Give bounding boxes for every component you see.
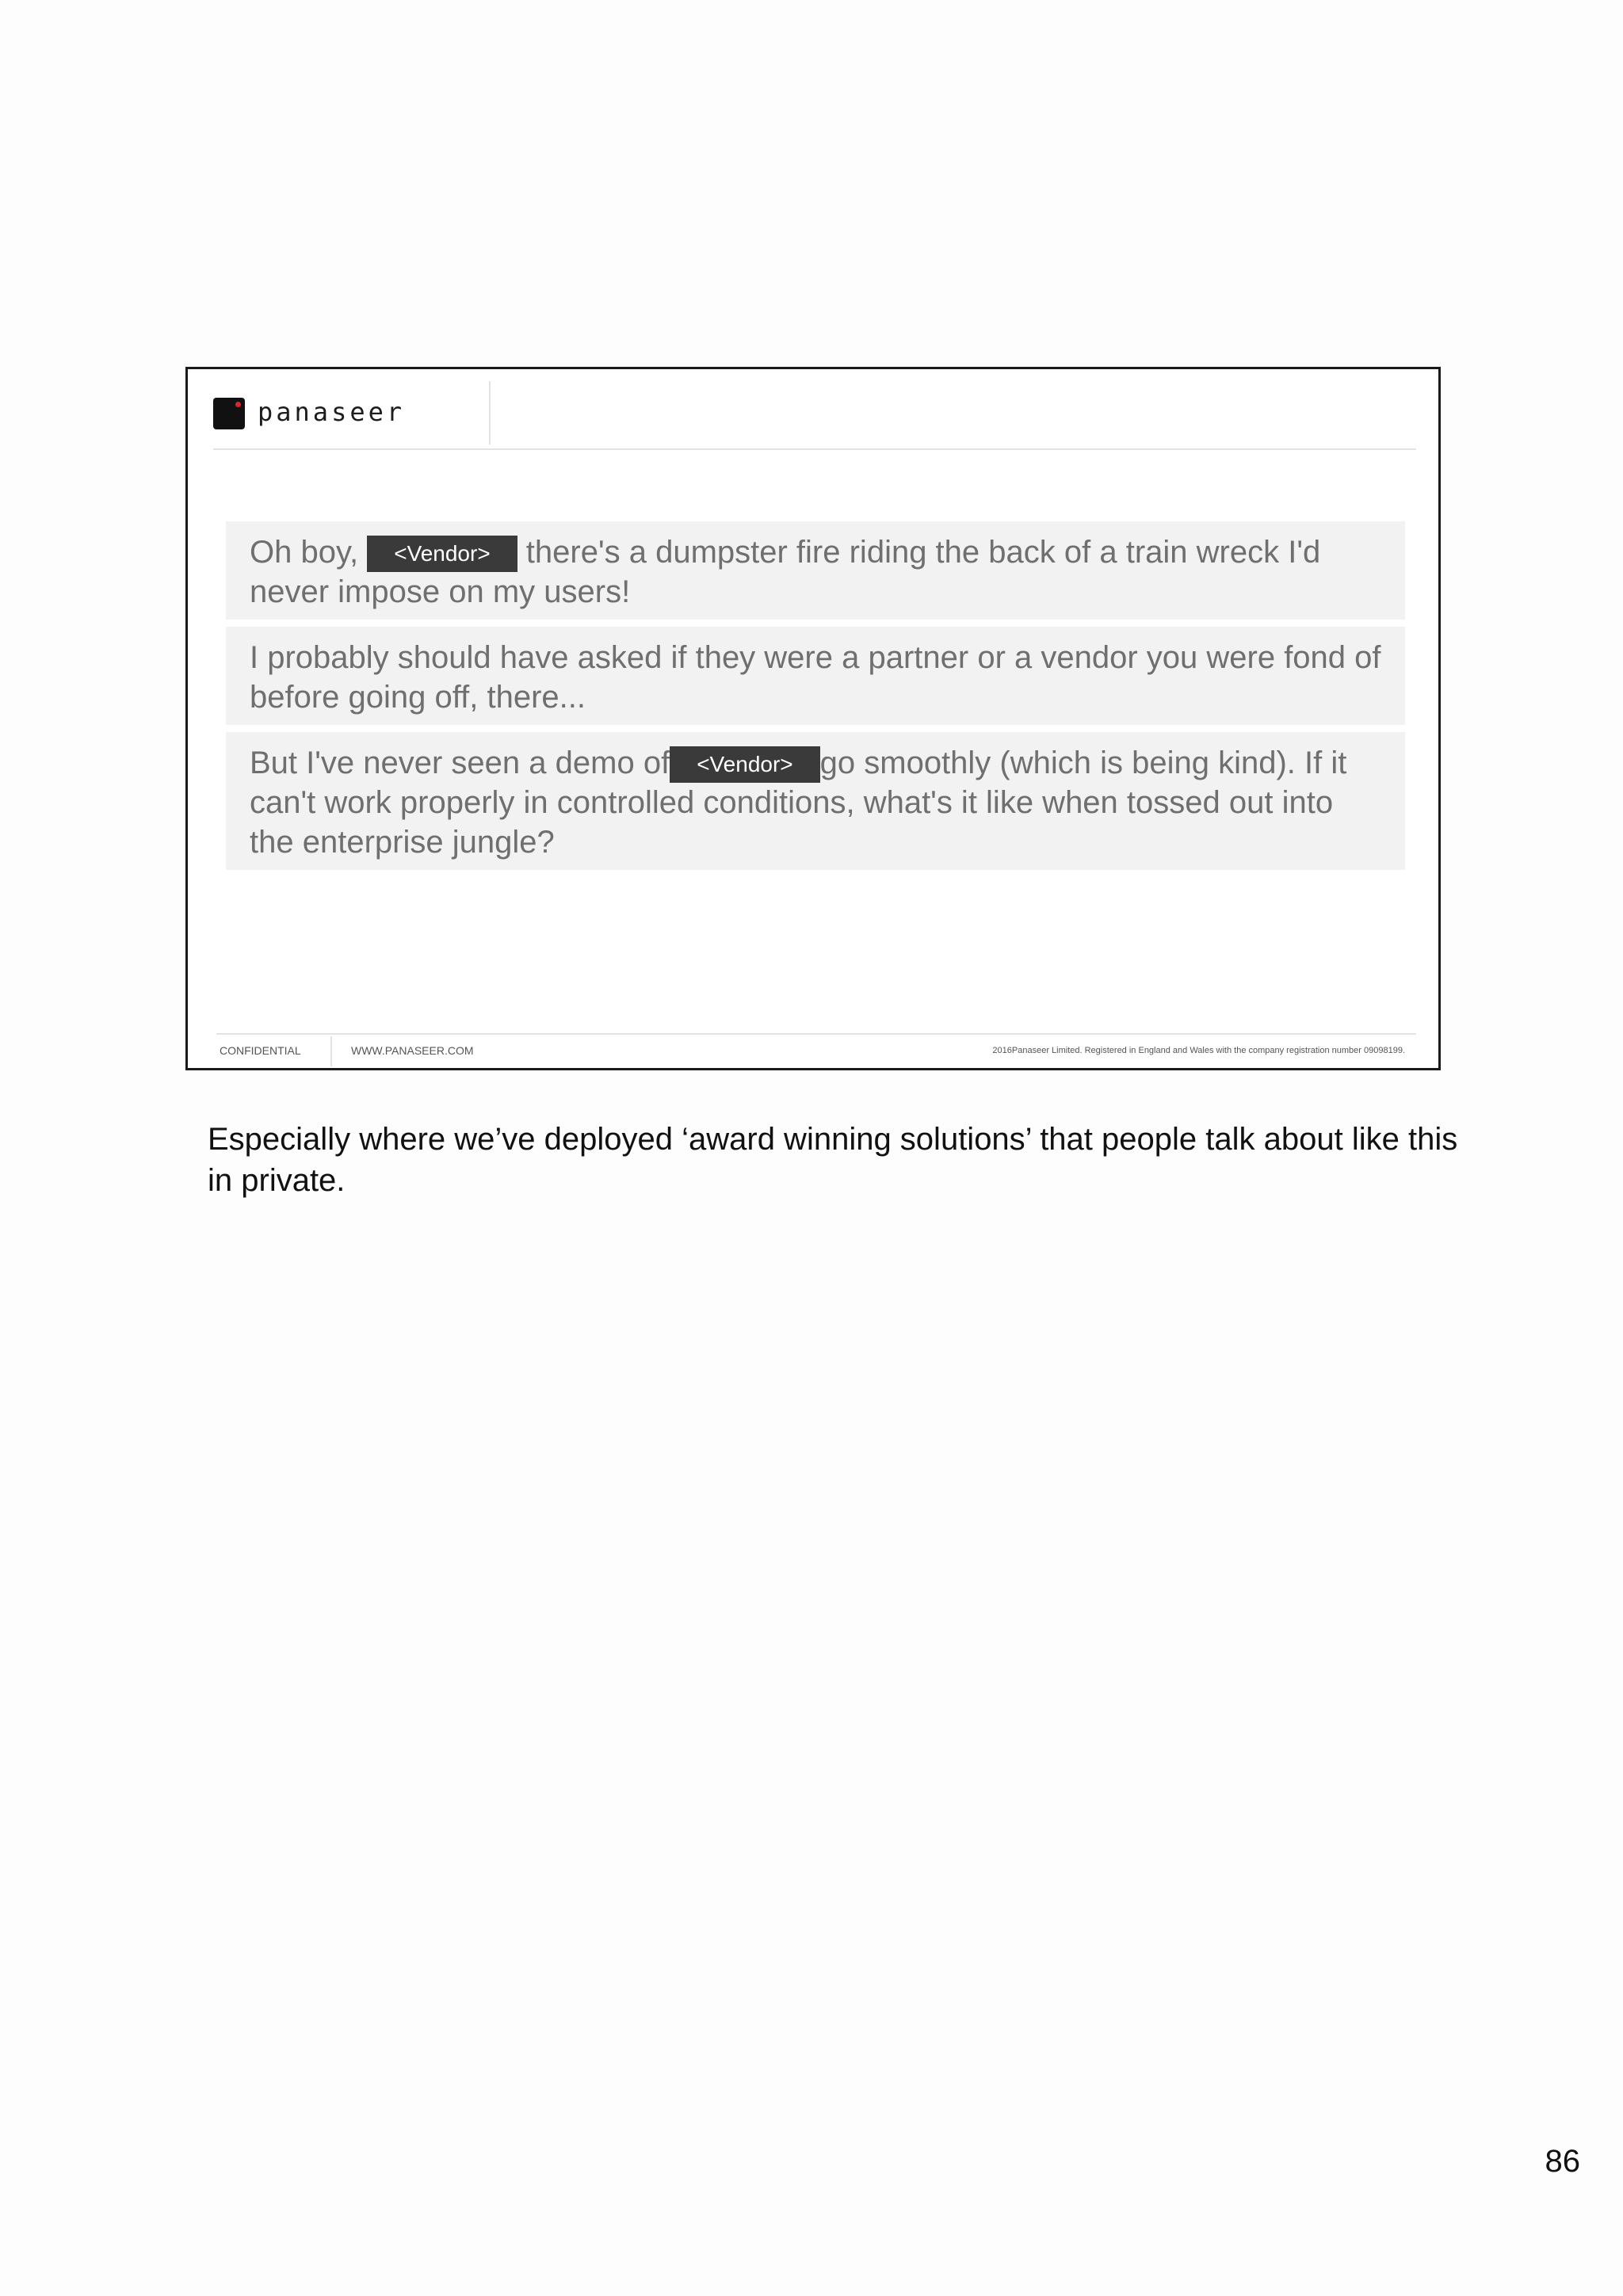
quote-2 (226, 627, 1405, 725)
logo-text: panaseer (258, 397, 406, 427)
quote-3 (226, 732, 1405, 870)
quote-3-text-after: go smoothly (which is being kind). If it can't work properly in controlled conditions, what's it like when tossed out into the enterprise jungle? (250, 746, 1347, 860)
slide (185, 367, 1441, 1070)
vendor-redaction-tag: <Vendor> (367, 536, 517, 572)
footer-divider (330, 1036, 332, 1066)
quote-1-text-before: Oh boy, (250, 535, 368, 570)
quote-1 (226, 521, 1405, 620)
quote-2-text: I probably should have asked if they were a partner or a vendor you were fond of before going off, there... (250, 640, 1381, 715)
slide-footer (216, 1033, 1416, 1070)
logo-red-dot (235, 402, 241, 407)
footer-url: WWW.PANASEER.COM (351, 1044, 474, 1057)
slide-header (213, 377, 1416, 450)
quote-1-text-after: there's a dumpster fire riding the back of a train wreck I'd never impose on my users! (250, 535, 1321, 609)
header-divider (489, 381, 491, 444)
vendor-redaction-tag: <Vendor> (670, 746, 819, 783)
footer-confidential: CONFIDENTIAL (220, 1044, 301, 1057)
panaseer-logo-icon (213, 398, 245, 429)
page-number: 86 (1545, 2144, 1580, 2179)
footer-legal: 2016Panaseer Limited. Registered in England and Wales with the company registration number 09098199. (992, 1046, 1405, 1055)
quote-3-text-before: But I've never seen a demo of (250, 746, 670, 780)
speaker-notes: Especially where we’ve deployed ‘award winning solutions’ that people talk about like this in private. (208, 1122, 1458, 1198)
